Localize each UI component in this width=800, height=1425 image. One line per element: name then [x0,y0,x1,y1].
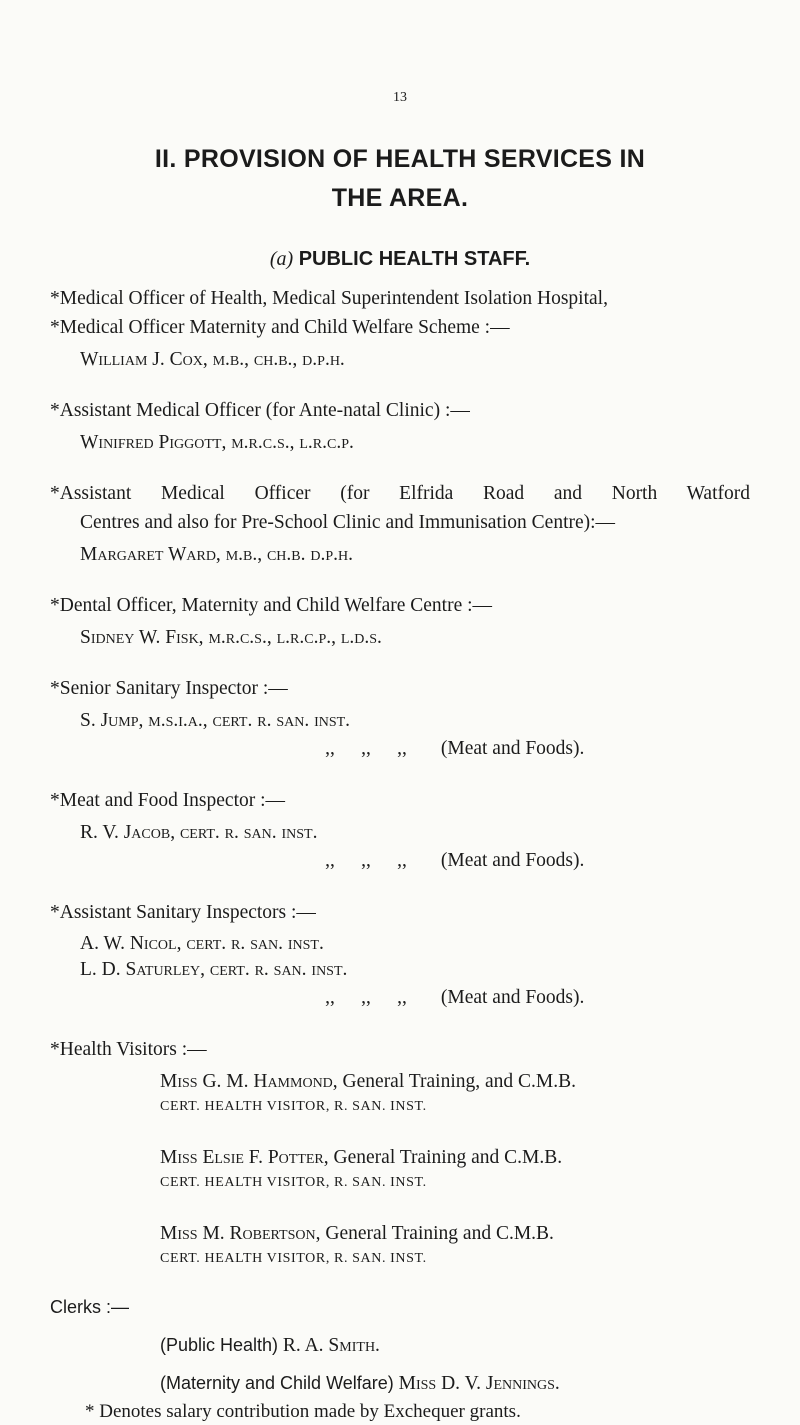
section-letter: (a) [269,248,294,270]
meat-inspector-role: *Meat and Food Inspector :— [50,790,286,811]
clerk-2-name: Miss D. V. Jennings. [398,1373,560,1394]
dental-officer-role: *Dental Officer, Maternity and Child Welfare Centre :— [50,595,493,616]
health-visitor-1 [160,1072,750,1092]
assistant-sanitary-role: *Assistant Sanitary Inspectors :— [50,902,316,923]
ditto-mark: ,, [397,987,407,1008]
clerk-1-name: R. A. Smith. [282,1335,380,1356]
senior-sanitary-entry [80,711,350,731]
amo-antenatal-entry [80,433,354,453]
ditto-mark: ,, [397,850,407,871]
page-title-line-1: II. PROVISION OF HEALTH SERVICES IN [154,145,646,173]
assistant-sanitary-ditto-line [312,988,584,1008]
assistant-sanitary-meat-foods: (Meat and Foods). [440,987,585,1008]
dental-officer-qualifications: m.r.c.s., l.r.c.p., l.d.s. [208,627,382,648]
ditto-mark: ,, [361,850,371,871]
amo-elfrida-qualifications: m.b., ch.b. d.p.h. [225,544,354,565]
clerks-role: Clerks :— [50,1297,130,1317]
clerk-1 [160,1336,380,1356]
amo-antenatal-qualifications: m.r.c.s., l.r.c.p. [231,432,354,453]
page-title-line-2: THE AREA. [331,184,469,212]
amo-antenatal-role: *Assistant Medical Officer (for Ante-natal Clinic) :— [50,400,470,421]
senior-sanitary-ditto-line [312,739,584,759]
moh-qualifications: m.b., ch.b., d.p.h. [212,349,345,370]
health-visitor-1-name: Miss G. M. Hammond, [160,1071,338,1092]
senior-sanitary-qualifications: m.s.i.a., cert. r. san. inst. [148,710,351,731]
health-visitor-1-training: General Training, and C.M.B. [342,1071,576,1092]
ditto-mark: ,, [325,987,335,1008]
health-visitors-role: *Health Visitors :— [50,1039,207,1060]
moh-role-line-2: *Medical Officer Maternity and Child Welfare Scheme :— [50,317,510,338]
clerk-2-department: (Maternity and Child Welfare) [160,1373,394,1393]
assistant-sanitary-entry-2 [80,960,347,980]
ditto-mark: ,, [397,738,407,759]
amo-antenatal-name: Winifred Piggott, [80,432,227,453]
amo-elfrida-name: Margaret Ward, [80,544,221,565]
assistant-sanitary-qualifications-2: cert. r. san. inst. [209,959,348,980]
footnote: * Denotes salary contribution made by Exchequer grants. [85,1401,521,1422]
senior-sanitary-role: *Senior Sanitary Inspector :— [50,678,288,699]
meat-inspector-meat-foods: (Meat and Foods). [440,850,585,871]
meat-inspector-entry [80,823,318,843]
section-heading [0,248,800,271]
ditto-mark: ,, [361,738,371,759]
assistant-sanitary-qualifications-1: cert. r. san. inst. [186,933,324,954]
assistant-sanitary-name-2: L. D. Saturley, [80,959,205,980]
dental-officer-name: Sidney W. Fisk, [80,627,204,648]
meat-inspector-name: R. V. Jacob, [80,822,176,843]
ditto-mark: ,, [325,850,335,871]
meat-inspector-qualifications: cert. r. san. inst. [179,822,318,843]
ditto-mark: ,, [325,738,335,759]
moh-role-line-1: *Medical Officer of Health, Medical Superintendent Isolation Hospital, [50,288,608,309]
page-number: 13 [393,90,407,105]
senior-sanitary-meat-foods: (Meat and Foods). [440,738,585,759]
meat-inspector-ditto-line [312,851,584,871]
health-visitor-3-name: Miss M. Robertson, [160,1223,321,1244]
health-visitor-2-cert: CERT. HEALTH VISITOR, R. SAN. INST. [160,1175,427,1190]
amo-elfrida-role-line-2: Centres and also for Pre-School Clinic and Immunisation Centre):— [80,512,616,533]
moh-staff-entry [80,350,345,370]
moh-name: William J. Cox, [80,349,208,370]
dental-officer-entry [80,628,382,648]
clerk-1-department: (Public Health) [160,1335,279,1355]
health-visitor-3-training: General Training and C.M.B. [325,1223,554,1244]
assistant-sanitary-name-1: A. W. Nicol, [80,933,182,954]
amo-elfrida-role-line-1: *Assistant Medical Officer (for Elfrida Road and North Watford [50,483,750,504]
health-visitor-2-name: Miss Elsie F. Potter, [160,1147,329,1168]
health-visitor-3 [160,1224,750,1244]
ditto-mark: ,, [361,987,371,1008]
health-visitor-3-cert: CERT. HEALTH VISITOR, R. SAN. INST. [160,1251,427,1266]
section-title: PUBLIC HEALTH STAFF. [298,248,531,270]
assistant-sanitary-entry-1 [80,934,324,954]
health-visitor-2 [160,1148,750,1168]
amo-elfrida-entry [80,545,353,565]
clerk-2 [160,1374,560,1394]
health-visitor-1-cert: CERT. HEALTH VISITOR, R. SAN. INST. [160,1099,427,1114]
health-visitor-2-training: General Training and C.M.B. [333,1147,563,1168]
senior-sanitary-name: S. Jump, [80,710,144,731]
